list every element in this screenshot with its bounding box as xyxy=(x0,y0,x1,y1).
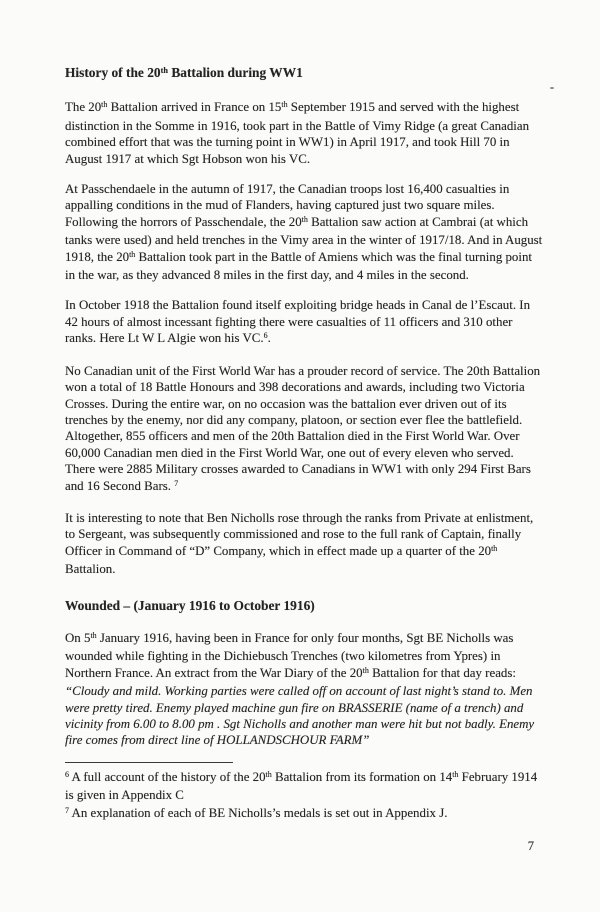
text-run: . xyxy=(267,331,271,346)
paragraph-ben-nicholls-ranks xyxy=(65,510,543,578)
scan-artifact-speck xyxy=(550,87,554,89)
section-heading-history xyxy=(65,65,543,83)
text-run: Battalion for that day reads: xyxy=(368,665,516,680)
footnote-area xyxy=(65,762,547,824)
text-run: Battalion. xyxy=(65,562,116,577)
text-run: Battalion from its formation on 14 xyxy=(271,770,453,784)
text-run: th xyxy=(491,543,498,553)
text-run: Battalion arrived in France on 15 xyxy=(107,100,282,115)
text-run: The 20 xyxy=(65,100,102,115)
text-run: In October 1918 the Battalion found itself exploiting bridge heads in Canal de l’Escaut. In 42 hours of almost incessant fighting there were casualties of 11 officers and 310 other ranks. Here Lt W L Algie won his VC. xyxy=(65,298,531,346)
text-run: “Cloudy and mild. Working parties were called off on account of last night’s stand to. Men were pretty tired. Enemy played machine gun fire on BRASSERIE (name of a trench) and vicinity from 6.00 to 8.00 pm . Sgt Nicholls and another man were hit but not badly. Enemy fire comes from direct line of HOLLANDSCHOUR FARM” xyxy=(65,684,535,748)
text-run: September 1915 and served with the highest distinction in the Somme in 1916, took part in the Battle of Vimy Ridge (a great Canadian combined effort that was the turning point in WW1) in April 1917, and took Hill 70 in August 1917 at which Sgt Hobson won his VC. xyxy=(65,100,530,166)
text-run: 6 xyxy=(263,331,268,341)
text-run: th xyxy=(90,630,97,640)
page-number: 7 xyxy=(527,839,534,853)
text-run: th xyxy=(265,770,272,780)
text-run: At Passchendaele in the autumn of 1917, the Canadian troops lost 16,400 casualties in appalling conditions in the mud of Flanders, having captured just two square miles. Following the horrors of Passchendale, the 20 xyxy=(65,182,510,229)
text-run: Wounded – (January 1916 to October 1916) xyxy=(65,597,315,613)
section-heading-wounded xyxy=(65,598,543,614)
text-run: It is interesting to note that Ben Nicholls rose through the ranks from Private at enlistment, to Sergeant, was subsequently commissioned and rose to the full rank of Captain, finally Officer in Command of “D” Company, which in effect made up a quarter of the 20 xyxy=(65,510,534,558)
text-run: th xyxy=(452,770,459,780)
text-run: 7 xyxy=(174,478,179,488)
body-text xyxy=(65,45,543,763)
text-run: 6 xyxy=(65,770,69,780)
text-run: th xyxy=(129,249,136,259)
text-run: 7 xyxy=(65,805,69,815)
text-run: A full account of the history of the 20 xyxy=(69,770,266,784)
footnotes xyxy=(65,769,547,823)
footnote-6 xyxy=(65,769,547,804)
text-run: An explanation of each of BE Nicholls’s medals is set out in Appendix J. xyxy=(69,805,448,820)
text-run: th xyxy=(281,100,288,110)
text-run: February 1914 is given in Appendix C xyxy=(65,770,538,803)
text-run: January 1916, having been in France for only four months, Sgt BE Nicholls was wounded while fighting in the Dichiebusch Trenches (two kilometres from Ypres) in Northern France. An extract from the War Diary of the 20 xyxy=(65,630,514,680)
text-run: On 5 xyxy=(65,630,91,645)
text-run: th xyxy=(301,214,308,224)
text-run: Battalion during WW1 xyxy=(167,65,303,80)
text-run: Battalion took part in the Battle of Amiens which was the final turning point in the war, as they advanced 8 miles in the first day, and 4 miles in the second. xyxy=(65,249,532,283)
paragraph-passchendaele xyxy=(65,181,543,283)
paragraph-arrival-france xyxy=(65,99,543,167)
text-run: History of the 20 xyxy=(65,65,161,80)
text-run: Battalion saw action at Cambrai (at which tanks were used) and held trenches in the Vimy area in the winter of 1917/18. And in August 1918, the 20 xyxy=(65,214,543,264)
paragraph-canal-de-lescaut xyxy=(65,297,543,348)
footnote-7 xyxy=(65,805,547,823)
paragraph-wounded-war-diary xyxy=(65,630,543,749)
text-run: th xyxy=(160,65,168,75)
paragraph-record-of-service xyxy=(65,363,543,496)
footnote-separator xyxy=(65,762,233,763)
text-run: th xyxy=(101,100,108,110)
text-run: No Canadian unit of the First World War has a prouder record of service. The 20th Battalion won a total of 18 Battle Honours and 398 decorations and awards, including two Victoria Crosses. During the entire war, on no occasion was the battalion ever driven out of its trenches by the enemy, nor did any company, platoon, or section ever flee the battlefield. Altogether, 855 officers and men of the 20th Battalion died in the First World War. Over 60,000 Canadian men died in the First World War, one out of every eleven who served. There were 2885 Military crosses awarded to Canadians in WW1 with only 294 First Bars and 16 Second Bars. xyxy=(65,363,541,493)
text-run: th xyxy=(362,665,369,675)
